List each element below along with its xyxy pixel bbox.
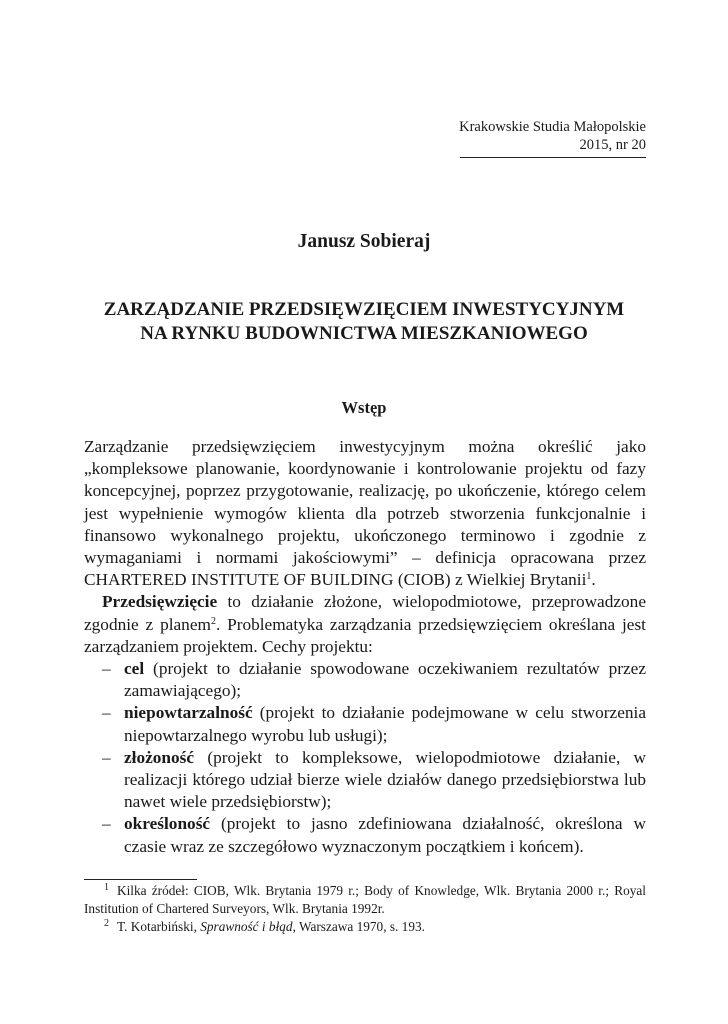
list-term: niepowtarzalność: [124, 703, 253, 723]
list-dash: –: [102, 659, 111, 679]
list-term: złożoność: [124, 747, 195, 767]
list-dash: –: [102, 814, 111, 834]
footnote-ref-2: 2: [210, 615, 216, 627]
footnote-2: [84, 918, 646, 936]
list-desc: (projekt to działanie podejmowane w celu stworzenia niepowtarzalnego wyrobu lub usługi);: [124, 703, 646, 745]
paragraph-2: [84, 591, 646, 658]
section-heading: Wstęp: [341, 398, 387, 417]
list-term: cel: [124, 659, 145, 679]
journal-issue: 2015, nr 20: [579, 137, 646, 153]
paragraph-1: [84, 436, 646, 591]
footnote-2-text-a: T. Kotarbiński,: [117, 919, 201, 934]
list-item: [84, 813, 646, 857]
list-dash: –: [102, 703, 111, 723]
paragraph-2-text-b: . Problematyka zarządzania przedsięwzięciem określana jest zarządzaniem projektem. Cechy projektu:: [84, 614, 646, 656]
title-line-2: NA RYNKU BUDOWNICTWA MIESZKANIOWEGO: [140, 323, 588, 344]
list-term: określoność: [124, 814, 211, 834]
footnote-ref-1: 1: [586, 571, 592, 583]
journal-name: Krakowskie Studia Małopolskie: [459, 119, 646, 135]
author-name: Janusz Sobieraj: [297, 231, 431, 252]
journal-header: [446, 118, 646, 154]
title-line-1: ZARZĄDZANIE PRZEDSIĘWZIĘCIEM INWESTYCYJNYM: [103, 299, 625, 320]
list-item: [84, 658, 646, 702]
footnote-2-text-b: , Warszawa 1970, s. 193.: [292, 919, 425, 934]
list-item: [84, 747, 646, 814]
list-desc: (projekt to kompleksowe, wielopodmiotowe działanie, w realizacji którego udział bierze wiele działów danego przedsiębiorstwa lub nawet wiele przedsiębiorstw);: [124, 747, 646, 812]
term-przedsiewziecie: Przedsięwzięcie: [102, 592, 218, 612]
footnote-2-number: 2: [104, 918, 109, 929]
list-dash: –: [102, 747, 111, 767]
article-body: [84, 436, 646, 858]
list-desc: (projekt to działanie spowodowane oczekiwaniem rezultatów przez zamawiającego);: [124, 659, 646, 701]
header-rule: [460, 157, 646, 158]
list-desc: (projekt to jasno zdefiniowana działalność, określona w czasie wraz ze szczegółowo wyznaczonym początkiem i końcem).: [124, 814, 646, 856]
paragraph-1-text: Zarządzanie przedsięwzięciem inwestycyjnym można określić jako „kompleksowe planowanie, koordynowanie i kontrolowanie projektu od fazy koncepcyjnej, poprzez przygotowanie, realizację, po ukończenie, którego celem jest wypełnienie wymogów klienta dla potrzeb stworzenia funkcjonalnie i finansowo wykonalnego projektu, ukończonego terminowo i zgodnie z wymaganiami i normami jakościowymi” – definicja opracowana przez CHARTERED INSTITUTE OF BUILDING (CIOB) z Wielkiej Brytanii: [84, 437, 646, 590]
footnotes: [84, 882, 646, 936]
footnote-1-number: 1: [104, 882, 109, 893]
paragraph-2-text-a: to działanie złożone, wielopodmiotowe, przeprowadzone zgodnie z planem: [84, 592, 646, 634]
footnote-1: [84, 882, 646, 918]
article-title: [60, 298, 668, 346]
list-item: [84, 702, 646, 746]
footnote-1-text: Kilka źródeł: CIOB, Wlk. Brytania 1979 r.; Body of Knowledge, Wlk. Brytania 2000 r.; Royal Institution of Chartered Surveyors, Wlk. Brytania 1992r.: [84, 883, 646, 916]
footnote-rule: [84, 879, 197, 880]
feature-list: [84, 658, 646, 858]
paragraph-1-end: .: [591, 570, 596, 590]
footnote-2-title: Sprawność i błąd: [200, 919, 293, 934]
